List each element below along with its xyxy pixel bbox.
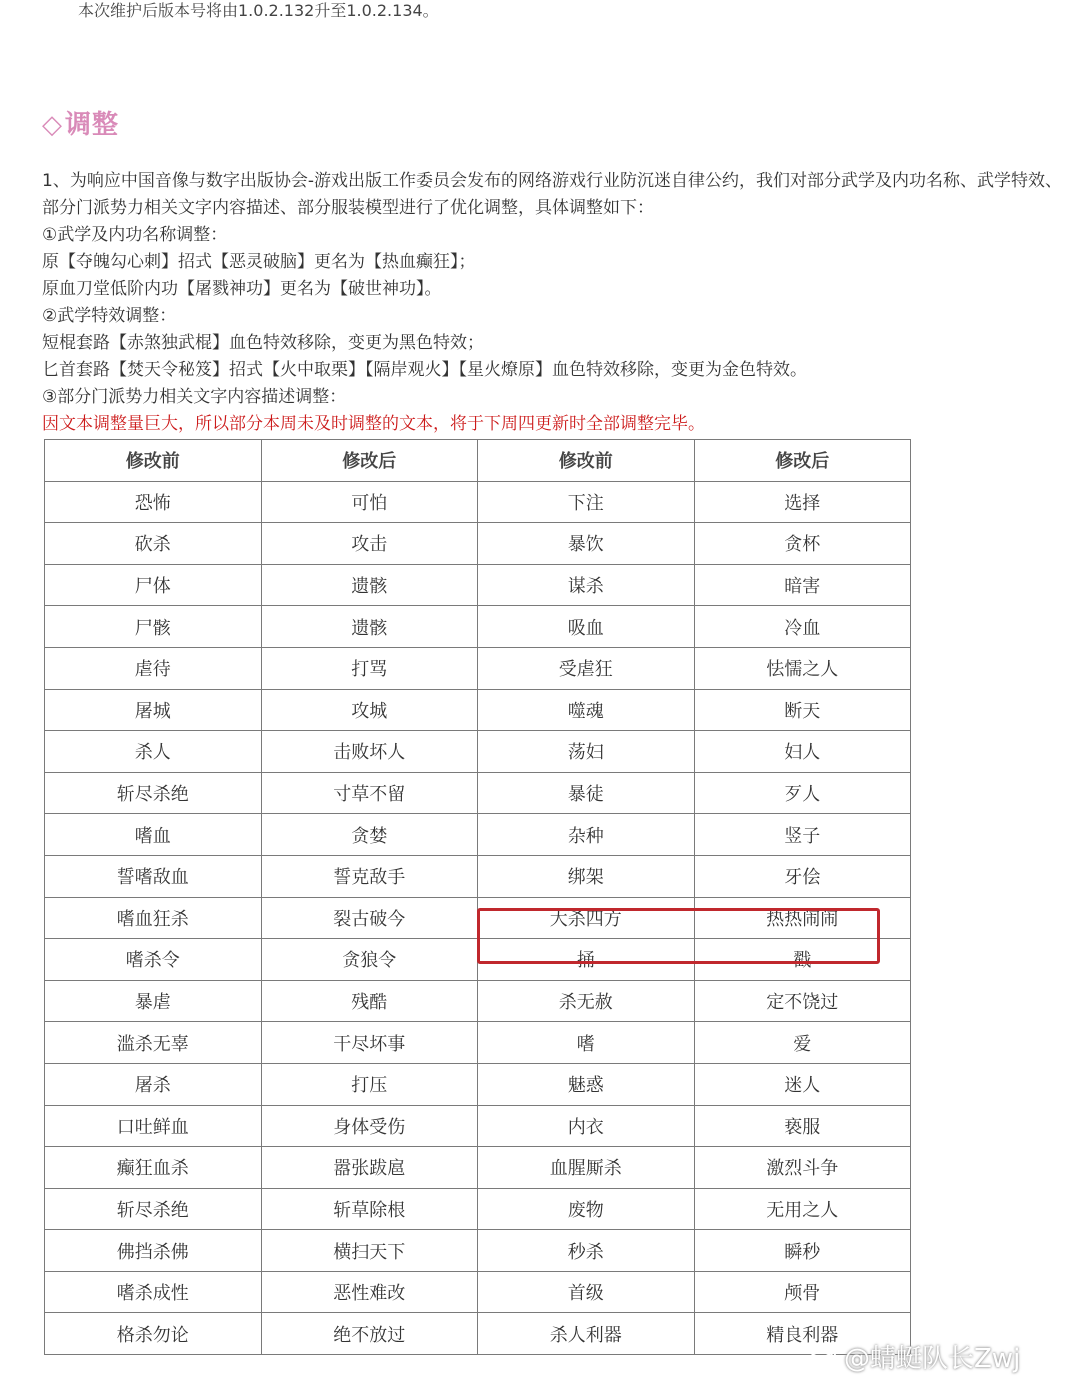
cell-after: 冷血 [694,606,911,648]
table-row [45,647,911,689]
cell-after: 恶性难改 [261,1271,478,1313]
table-row [45,772,911,814]
cell-before: 恐怖 [45,481,262,523]
cell-after: 无用之人 [694,1188,911,1230]
cell-before: 受虐狂 [478,647,695,689]
cell-after: 怯懦之人 [694,647,911,689]
paragraph-item: ③部分门派势力相关文字内容描述调整： [42,387,347,407]
cell-before: 杀无赦 [478,980,695,1022]
cell-before: 嗜杀令 [45,939,262,981]
cell-after: 嚣张跋扈 [261,1147,478,1189]
cell-after: 誓克敌手 [261,855,478,897]
watermark [808,1338,1020,1375]
cell-before: 尸体 [45,564,262,606]
cell-before: 杀人 [45,731,262,773]
cell-before: 格杀勿论 [45,1313,262,1355]
cell-after: 打骂 [261,647,478,689]
table-row [45,564,911,606]
paragraph-item: ①武学及内功名称调整： [42,225,228,245]
cell-after: 遗骸 [261,564,478,606]
paragraph-item: 原血刀堂低阶内功【屠戮神功】更名为【破世神功】。 [42,279,442,299]
table-row [45,855,911,897]
cell-before: 暴徒 [478,772,695,814]
diamond-icon: ◇ [42,110,63,140]
cell-after: 绝不放过 [261,1313,478,1355]
cell-after: 暗害 [694,564,911,606]
term-change-table [44,439,911,1355]
table-row [45,731,911,773]
cell-after: 定不饶过 [694,980,911,1022]
cell-before: 秒杀 [478,1230,695,1272]
table-row [45,1271,911,1313]
cell-before: 屠城 [45,689,262,731]
cell-after: 瞬秒 [694,1230,911,1272]
cell-before: 誓嗜敌血 [45,855,262,897]
section-title-text: 调整 [65,110,120,140]
table-row [45,1313,911,1355]
table-row [45,1022,911,1064]
cell-after: 爱 [694,1022,911,1064]
cell-after: 横扫天下 [261,1230,478,1272]
table-row [45,1147,911,1189]
cell-before: 绑架 [478,855,695,897]
paragraph-item: 短棍套路【赤煞独武棍】血色特效移除，变更为黑色特效； [42,333,484,353]
cell-before: 虐待 [45,647,262,689]
table-header-row [45,440,911,482]
cell-after: 精良利器 [694,1313,911,1355]
cell-after: 选择 [694,481,911,523]
cell-after: 攻城 [261,689,478,731]
cell-after: 身体受伤 [261,1105,478,1147]
header-before: 修改前 [478,440,695,482]
table-row [45,606,911,648]
paragraph-item: 匕首套路【焚天令秘笈】招式【火中取栗】【隔岸观火】【星火燎原】血色特效移除，变更为金色特效。 [42,360,807,380]
cell-before: 杀人利器 [478,1313,695,1355]
cell-before: 首级 [478,1271,695,1313]
table-row [45,1063,911,1105]
cell-after: 斩草除根 [261,1188,478,1230]
cell-after: 竖子 [694,814,911,856]
cell-after: 迷人 [694,1063,911,1105]
cell-before: 血腥厮杀 [478,1147,695,1189]
announcement-body [42,168,1062,438]
cell-before: 废物 [478,1188,695,1230]
table-row [45,1105,911,1147]
cell-before: 吸血 [478,606,695,648]
cell-after: 可怕 [261,481,478,523]
cell-after: 裂古破今 [261,897,478,939]
table-body [45,481,911,1354]
cell-after: 牙侩 [694,855,911,897]
cell-before: 口吐鲜血 [45,1105,262,1147]
header-after: 修改后 [694,440,911,482]
cell-after: 打压 [261,1063,478,1105]
table-row [45,481,911,523]
cell-before: 杂种 [478,814,695,856]
cell-after: 断天 [694,689,911,731]
header-before: 修改前 [45,440,262,482]
cell-before: 斩尽杀绝 [45,772,262,814]
header-after: 修改后 [261,440,478,482]
cell-after: 贪狼令 [261,939,478,981]
cell-after: 妇人 [694,731,911,773]
cell-after: 击败坏人 [261,731,478,773]
cell-before: 屠杀 [45,1063,262,1105]
cell-before: 噬魂 [478,689,695,731]
cell-before: 癫狂血杀 [45,1147,262,1189]
cell-before: 暴虐 [45,980,262,1022]
cell-before: 荡妇 [478,731,695,773]
cell-before: 嗜血狂杀 [45,897,262,939]
table-row [45,980,911,1022]
notice-text: 因文本调整量巨大，所以部分本周未及时调整的文本，将于下周四更新时全部调整完毕。 [42,414,705,434]
table-row [45,1188,911,1230]
cell-before: 暴饮 [478,523,695,565]
cell-after: 贪婪 [261,814,478,856]
cell-after: 戳 [694,939,911,981]
cell-after: 亵服 [694,1105,911,1147]
cell-before: 大杀四方 [478,897,695,939]
cell-after: 歹人 [694,772,911,814]
table-row [45,689,911,731]
table-row [45,814,911,856]
table-row [45,939,911,981]
cell-before: 尸骸 [45,606,262,648]
cell-before: 谋杀 [478,564,695,606]
section-title [42,104,119,141]
paragraph-item: ②武学特效调整： [42,306,177,326]
paragraph-intro: 1、为响应中国音像与数字出版协会-游戏出版工作委员会发布的网络游戏行业防沉迷自律公约，我们对部分武学及内功名称、武学特效、部分门派势力相关文字内容描述、部分服装模型进行了优化调整，具体调整如下： [42,171,1062,218]
paragraph-item: 原【夺魄勾心刺】招式【恶灵破脑】更名为【热血癫狂】； [42,252,476,272]
cell-after: 激烈斗争 [694,1147,911,1189]
cell-after: 攻击 [261,523,478,565]
watermark-text: @蜻蜓队长Zwj [844,1344,1021,1374]
cell-before: 内衣 [478,1105,695,1147]
cell-after: 颅骨 [694,1271,911,1313]
cell-before: 砍杀 [45,523,262,565]
cell-before: 嗜 [478,1022,695,1064]
version-note: 本次维护后版本号将由1.0.2.132升至1.0.2.134。 [78,1,439,20]
cell-before: 嗜血 [45,814,262,856]
table-row [45,897,911,939]
cell-after: 寸草不留 [261,772,478,814]
cell-before: 佛挡杀佛 [45,1230,262,1272]
cell-after: 遗骸 [261,606,478,648]
cell-after: 贪杯 [694,523,911,565]
cell-after: 干尽坏事 [261,1022,478,1064]
cell-before: 滥杀无辜 [45,1022,262,1064]
cell-before: 下注 [478,481,695,523]
table-row [45,1230,911,1272]
cell-after: 残酷 [261,980,478,1022]
cell-before: 嗜杀成性 [45,1271,262,1313]
weibo-logo-icon [808,1344,838,1370]
cell-after: 热热闹闹 [694,897,911,939]
cell-before: 魅惑 [478,1063,695,1105]
table-row [45,523,911,565]
cell-before: 捅 [478,939,695,981]
cell-before: 斩尽杀绝 [45,1188,262,1230]
